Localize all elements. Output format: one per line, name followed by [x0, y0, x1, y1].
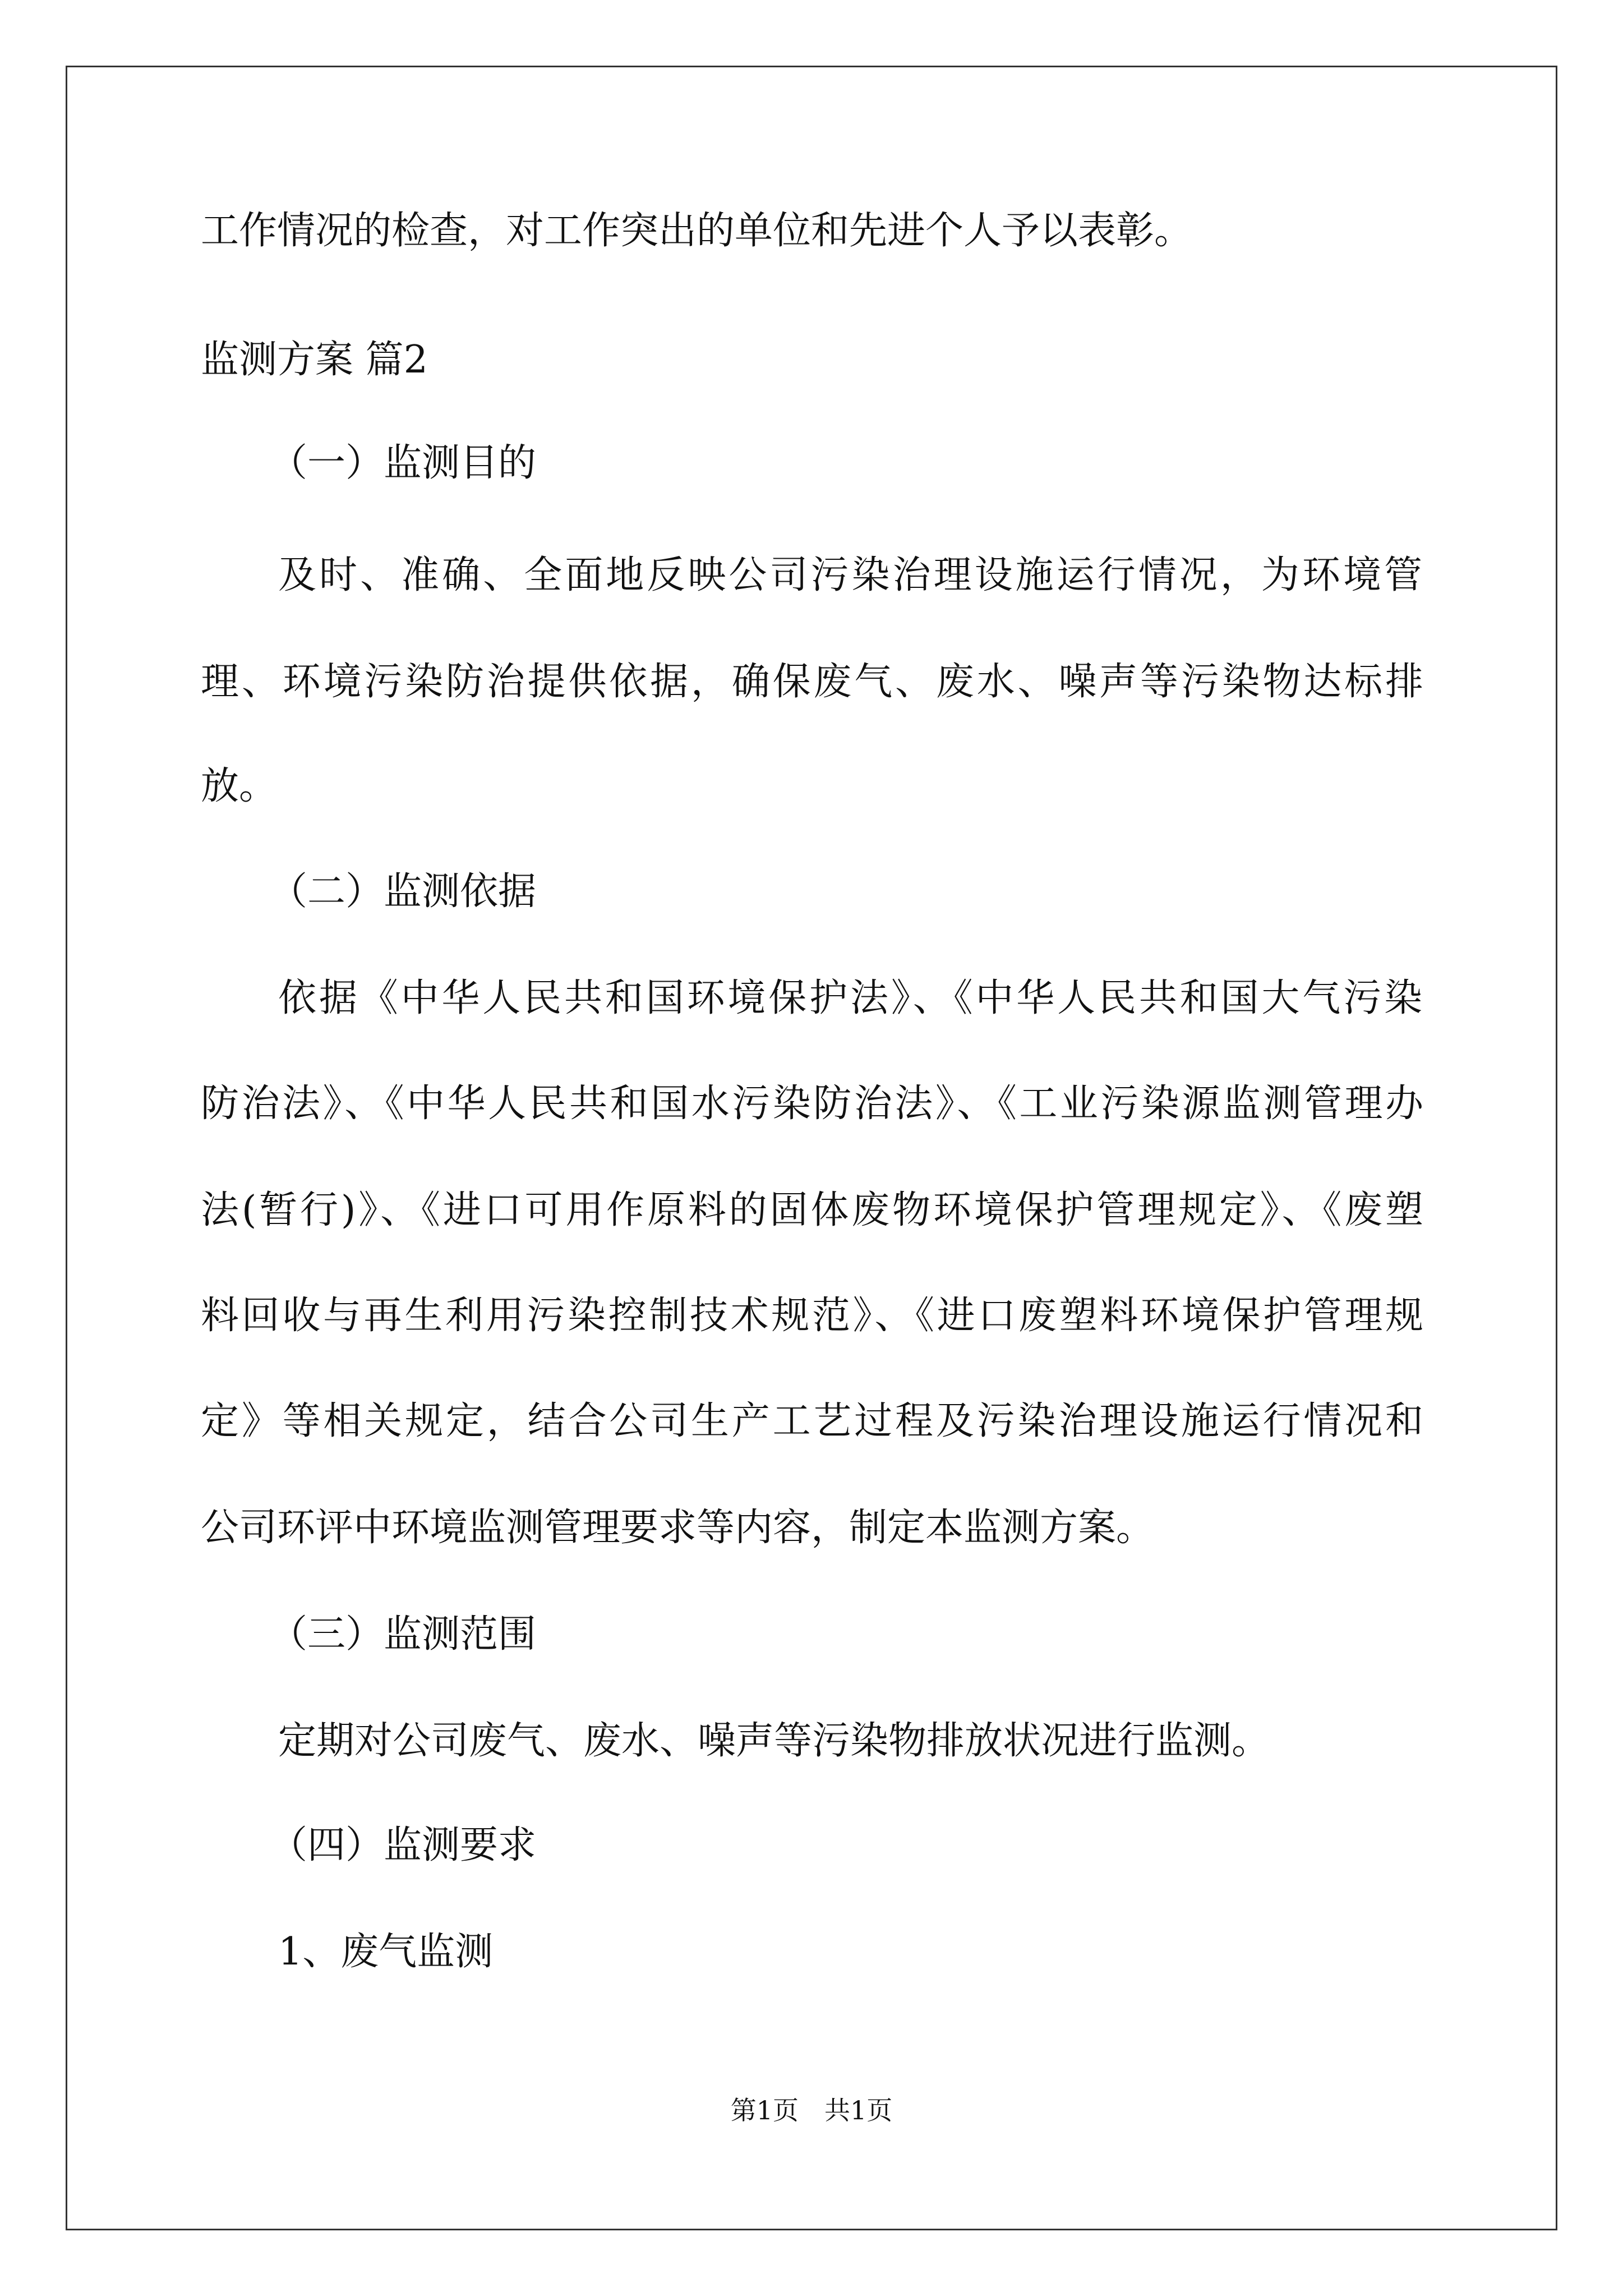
text-line-basis-2: 防治法》、《中华人民共和国水污染防治法》、《工业污染源监测管理办 — [201, 1082, 1423, 1126]
text-line-basis-1: 依据《中华人民共和国环境保护法》、《中华人民共和国大气污染 — [278, 976, 1422, 1020]
text-line-scope: 定期对公司废气、废水、噪声等污染物排放状况进行监测。 — [278, 1719, 1270, 1763]
subheading-scope: （三）监测范围 — [269, 1612, 537, 1657]
text-line-1: 工作情况的检查，对工作突出的单位和先进个人予以表彰。 — [201, 209, 1193, 253]
text-line-basis-6: 公司环评中环境监测管理要求等内容，制定本监测方案。 — [201, 1506, 1155, 1550]
text-line-purpose-1: 及时、准确、全面地反映公司污染治理设施运行情况，为环境管 — [278, 553, 1422, 597]
section-heading: 监测方案 篇2 — [201, 338, 428, 382]
list-item-exhaust: 1、废气监测 — [278, 1930, 494, 1974]
text-line-basis-4: 料回收与再生利用污染控制技术规范》、《进口废塑料环境保护管理规 — [201, 1294, 1423, 1338]
subheading-requirements: （四）监测要求 — [269, 1823, 537, 1867]
text-line-purpose-3: 放。 — [201, 764, 278, 808]
subheading-purpose: （一）监测目的 — [269, 441, 537, 485]
text-line-basis-5: 定》等相关规定，结合公司生产工艺过程及污染治理设施运行情况和 — [201, 1399, 1423, 1443]
text-line-purpose-2: 理、环境污染防治提供依据，确保废气、废水、噪声等污染物达标排 — [201, 660, 1423, 704]
subheading-basis: （二）监测依据 — [269, 869, 537, 914]
page-footer: 第1页 共1页 — [730, 2095, 893, 2125]
text-line-basis-3: 法(暂行)》、《进口可用作原料的固体废物环境保护管理规定》、《废塑 — [201, 1188, 1423, 1232]
page-border — [66, 66, 1557, 2230]
